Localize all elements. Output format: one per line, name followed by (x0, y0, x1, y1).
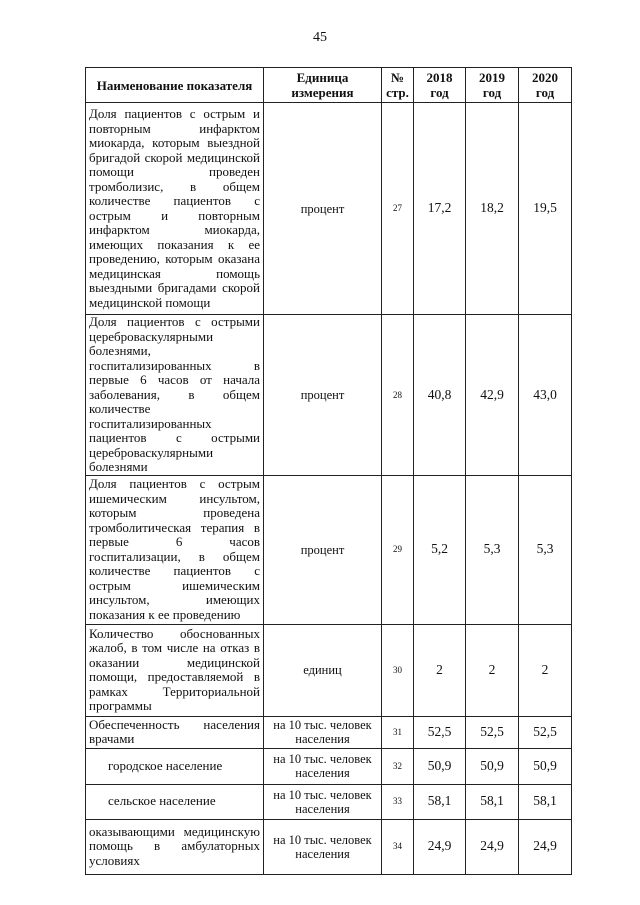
value-2019: 2 (466, 624, 519, 716)
value-2020: 2 (519, 624, 572, 716)
value-2020: 5,3 (519, 475, 572, 624)
line-number: 32 (382, 748, 414, 784)
value-2018: 24,9 (414, 819, 466, 874)
value-2018: 2 (414, 624, 466, 716)
line-number: 31 (382, 716, 414, 748)
value-2018: 50,9 (414, 748, 466, 784)
header-year-2018: 2018 год (414, 68, 466, 103)
value-2020: 52,5 (519, 716, 572, 748)
table-row (86, 315, 572, 476)
line-number: 30 (382, 624, 414, 716)
indicator-name: Количество обоснованных жалоб, в том числе на отказ в оказании медицинской помощи, предоставляемой в рамках Территориальной программы (86, 624, 264, 716)
value-2019: 24,9 (466, 819, 519, 874)
table-row (86, 819, 572, 874)
value-2020: 19,5 (519, 103, 572, 315)
indicator-name: Доля пациентов с острыми цереброваскулярными болезнями, госпитализированных в первые 6 часов от начала заболевания, в общем количестве госпитализированных пациентов с острыми цереброваскулярными болезнями (86, 315, 264, 476)
value-2019: 50,9 (466, 748, 519, 784)
line-number: 33 (382, 784, 414, 819)
value-2018: 52,5 (414, 716, 466, 748)
indicator-name: Доля пациентов с острым и повторным инфарктом миокарда, которым выездной бригадой скорой медицинской помощи проведен тромболизис, в общем количестве пациентов с острым и повторным инфарктом миокарда, имеющих показания к ее проведению, которым оказана медицинская помощь выездными бригадами скорой медицинской помощи (86, 103, 264, 315)
header-line-number: № стр. (382, 68, 414, 103)
header-year-2019: 2019 год (466, 68, 519, 103)
value-2018: 5,2 (414, 475, 466, 624)
indicator-unit: на 10 тыс. человек населения (264, 784, 382, 819)
value-2019: 18,2 (466, 103, 519, 315)
indicator-unit: на 10 тыс. человек населения (264, 748, 382, 784)
table-row (86, 475, 572, 624)
indicator-name: сельское население (86, 784, 264, 819)
table-row (86, 748, 572, 784)
value-2020: 43,0 (519, 315, 572, 476)
value-2018: 17,2 (414, 103, 466, 315)
header-indicator-name: Наименование показателя (86, 68, 264, 103)
indicator-name: оказывающими медицинскую помощь в амбулаторных условиях (86, 819, 264, 874)
indicator-unit: единиц (264, 624, 382, 716)
indicator-name: городское население (86, 748, 264, 784)
value-2019: 52,5 (466, 716, 519, 748)
value-2018: 40,8 (414, 315, 466, 476)
line-number: 27 (382, 103, 414, 315)
table-row (86, 784, 572, 819)
indicator-name: Обеспеченность населения врачами (86, 716, 264, 748)
table-header-row (86, 68, 572, 103)
value-2020: 58,1 (519, 784, 572, 819)
value-2018: 58,1 (414, 784, 466, 819)
value-2019: 42,9 (466, 315, 519, 476)
indicator-unit: процент (264, 475, 382, 624)
value-2020: 24,9 (519, 819, 572, 874)
indicator-unit: процент (264, 103, 382, 315)
header-year-2020: 2020 год (519, 68, 572, 103)
indicator-unit: на 10 тыс. человек населения (264, 819, 382, 874)
table-row (86, 716, 572, 748)
line-number: 29 (382, 475, 414, 624)
indicator-name: Доля пациентов с острым ишемическим инсультом, которым проведена тромболитическая терапия в первые 6 часов госпитализации, в общем количестве пациентов с острым ишемическим инсультом, имеющих показания к ее проведению (86, 475, 264, 624)
line-number: 28 (382, 315, 414, 476)
indicator-unit: процент (264, 315, 382, 476)
header-unit: Единица измерения (264, 68, 382, 103)
line-number: 34 (382, 819, 414, 874)
value-2019: 5,3 (466, 475, 519, 624)
value-2019: 58,1 (466, 784, 519, 819)
indicators-table (85, 67, 572, 875)
table-row (86, 103, 572, 315)
page-number: 45 (313, 30, 327, 45)
table-row (86, 624, 572, 716)
value-2020: 50,9 (519, 748, 572, 784)
indicator-unit: на 10 тыс. человек населения (264, 716, 382, 748)
